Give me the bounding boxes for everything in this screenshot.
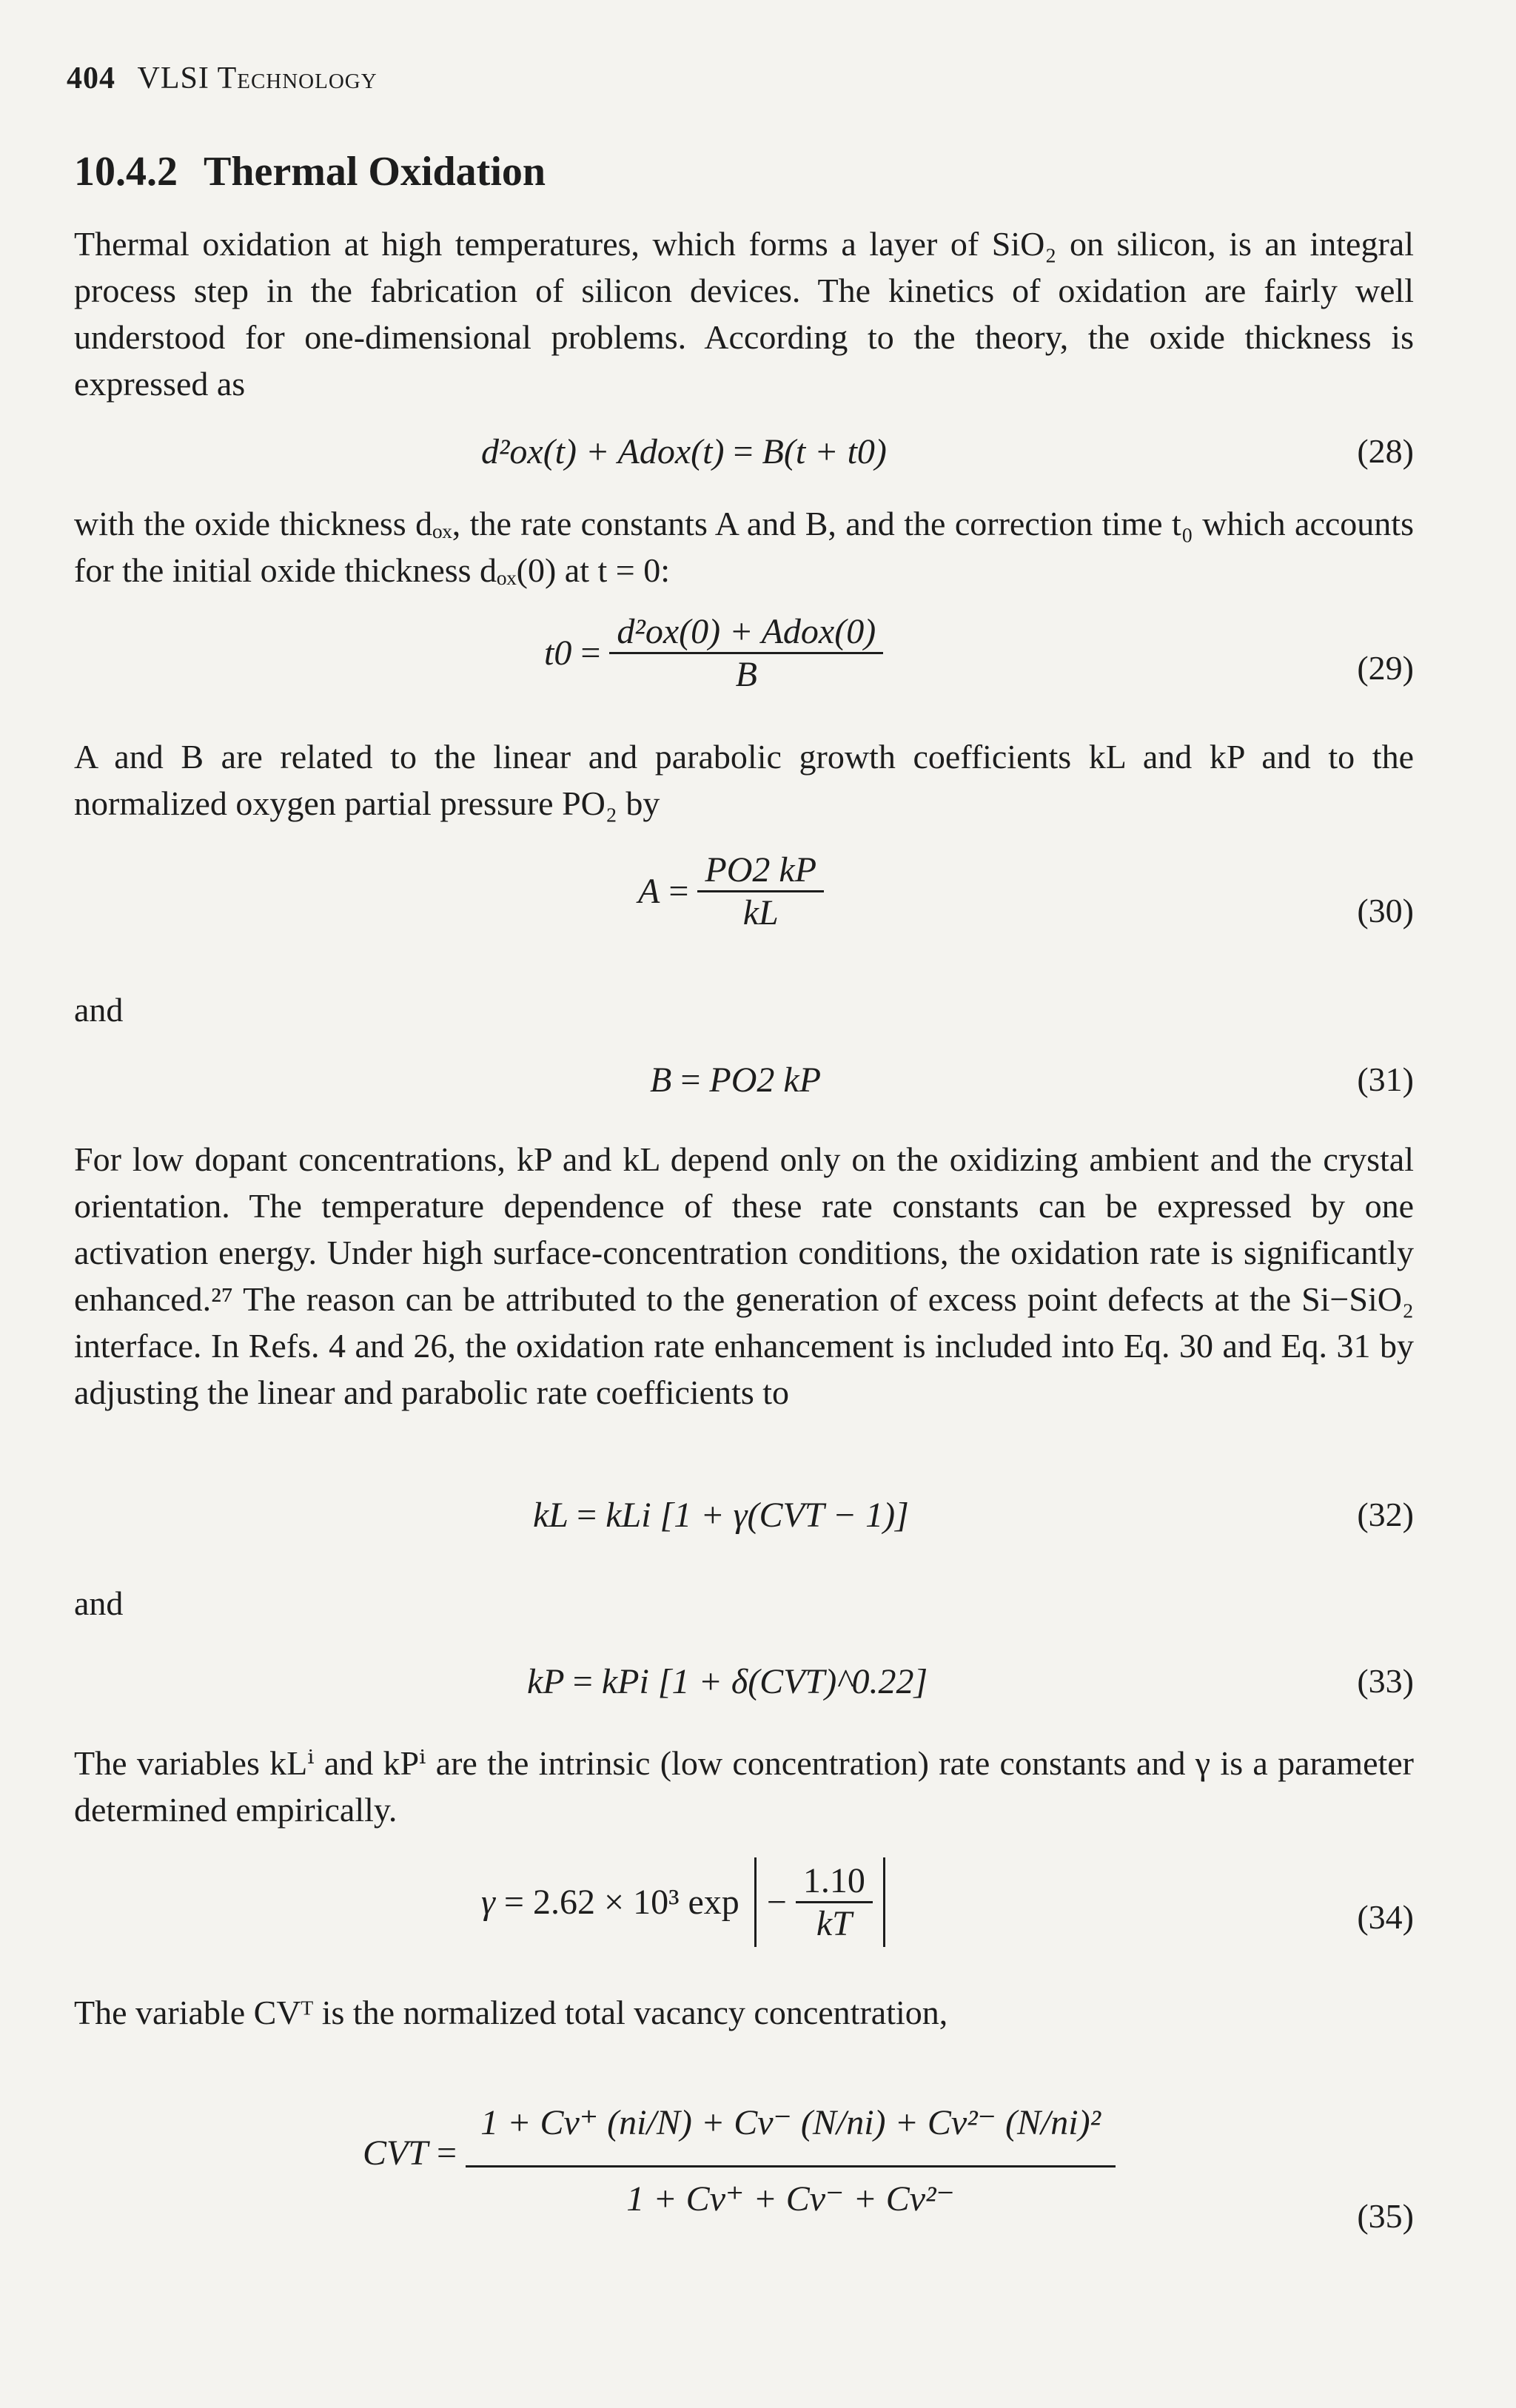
eq28-rhs: B(t + t0) [762,432,887,471]
connector-and-2: and [74,1584,124,1622]
eq29-denominator: B [609,652,883,695]
eq35-numerator: 1 + Cv⁺ (ni/N) + Cv⁻ (N/ni) + Cv²⁻ (N/ni)² [480,2103,1101,2142]
eq29-fraction [609,611,883,695]
running-head [67,61,378,96]
book-page: 404 VLSI Technology 10.4.2 Thermal Oxidation Thermal oxidation at high temperatures, which forms a layer of SiO₂ on silicon, is an integral process step in the fabrication of silicon devices. The kinetics of oxidation are fairly well understood for one-dimensional problems. According to the theory, the oxide thickness is expressed as d²ox(t) + Adox(t) = B(t + t0) (28) with the oxide thickness dₒₓ, the rate constants A and B, and the correction time t₀ which accounts for the initial oxide thickness dₒₓ(0) at t = 0: t0 = $\frac{\text{d²ox(0) + Adox(0)}}{B}$ (29) A and B are related to the linear and parabolic growth coefficients kL and kP and to the normalized oxygen partial pressure PO₂ by A = $\frac{PO2 kP}{kL}$ (30) and B = PO2 kP (31) For low dopant concentrations, kP and kL depend only on the oxidizing ambient and the crystal orientation. The temperature dependence of these rate constants can be expressed by one activation energy. Under high surface-concentration conditions, the oxidation rate is significantly enhanced.²⁷ The reason can be attributed to the generation of excess point defects at the Si−SiO₂ interface. In Refs. 4 and 26, the oxidation rate enhancement is included into Eq. 30 and Eq. 31 by adjusting the linear and parabolic rate coefficients to kL = kLi [1 + γ(CVT − 1)] (32) and kP = kPi [1 + δ(CVT)^0.22] (33) The variables kLⁱ and kPⁱ are the intrinsic (low concentration) rate constants and γ is a parameter determined empirically. γ = 2.62 × 10³ exp − $\frac{1.10}{kT}$ (34) The variable CVᵀ is the normalized total vacancy concentration, CVT = $\frac{\text{1 + Cv⁺ (ni/N) + Cv⁻ (N/ni) + Cv²⁻ (N/ni)²}}{\text{1 + Cv⁺ + Cv⁻ + Cv²⁻}}$ (35) [67,61,1414,2235]
section-heading [74,148,546,195]
page-number: 404 [67,61,115,95]
eq34-bracket: − $\frac{1.10}{kT}$ [754,1857,885,1947]
eq34-fraction [796,1860,873,1944]
eq29-numerator: d²ox(0) + Adox(0) [617,612,876,651]
eq30-lhs: A [638,872,660,911]
equation-number-29: (29) [1357,649,1414,687]
equation-number-34: (34) [1357,1898,1414,1936]
paragraph-dopant-concentration: For low dopant concentrations, kP and kL depend only on the oxidizing ambient and the crystal orientation. The temperature dependence of these rate constants can be expressed by one activation energy. Under high surface-concentration conditions, the oxidation rate is significantly enhanced.²⁷ The reason can be attributed to the generation of excess point defects at the Si−SiO₂ interface. In Refs. 4 and 26, the oxidation rate enhancement is included into Eq. 30 and Eq. 31 by adjusting the linear and parabolic rate coefficients to [74,1140,1414,1411]
eq32-rhs: kLi [1 + γ(CVT − 1)] [606,1496,909,1535]
paragraph-intrinsic-constants: The variables kLⁱ and kPⁱ are the intrinsic (low concentration) rate constants and γ is a parameter determined empirically. [74,1744,1414,1829]
paragraph-oxide-thickness: with the oxide thickness dₒₓ, the rate constants A and B, and the correction time t₀ which accounts for the initial oxide thickness dₒₓ(0) at t = 0: [74,505,1414,589]
equation-number-30: (30) [1357,892,1414,929]
eq31-lhs: B [650,1060,672,1100]
eq32-lhs: kL [533,1496,568,1535]
paragraph-intro: Thermal oxidation at high temperatures, which forms a layer of SiO₂ on silicon, is an integral process step in the fabrication of silicon devices. The kinetics of oxidation are fairly well understood for one-dimensional problems. According to the theory, the oxide thickness is expressed as [74,225,1414,403]
eq33-rhs: kPi [1 + δ(CVT)^0.22] [601,1662,928,1701]
eq35-fraction [466,2087,1116,2219]
eq29-lhs: t0 [544,633,572,673]
eq28-lhs: d²ox(t) + Adox(t) [481,432,725,471]
eq33-lhs: kP [527,1662,564,1701]
eq31-rhs: PO2 kP [709,1060,822,1100]
connector-and-1: and [74,991,124,1029]
eq34-denominator: kT [796,1901,873,1944]
eq30-fraction [697,850,824,933]
eq30-numerator: PO2 kP [705,850,817,889]
section-title: Thermal Oxidation [204,149,546,195]
book-title: VLSI Technology [137,61,378,95]
equation-number-35: (35) [1357,2197,1414,2235]
equation-number-32: (32) [1357,1496,1414,1533]
section-number: 10.4.2 [74,149,178,195]
equation-number-28: (28) [1357,432,1414,470]
eq34-coefficient: 2.62 × 10³ exp [533,1883,739,1922]
eq34-numerator: 1.10 [802,1861,865,1900]
eq35-lhs: CVT [363,2133,429,2173]
equation-number-31: (31) [1357,1060,1414,1098]
paragraph-rate-constants: A and B are related to the linear and parabolic growth coefficients kL and kP and to the normalized oxygen partial pressure PO₂ by [74,738,1414,822]
eq35-denominator: 1 + Cv⁺ + Cv⁻ + Cv²⁻ [466,2165,1116,2219]
eq34-lhs: γ [481,1883,495,1922]
equation-number-33: (33) [1357,1662,1414,1700]
eq30-denominator: kL [697,890,824,933]
paragraph-vacancy-concentration: The variable CVᵀ is the normalized total vacancy concentration, [74,1994,948,2031]
